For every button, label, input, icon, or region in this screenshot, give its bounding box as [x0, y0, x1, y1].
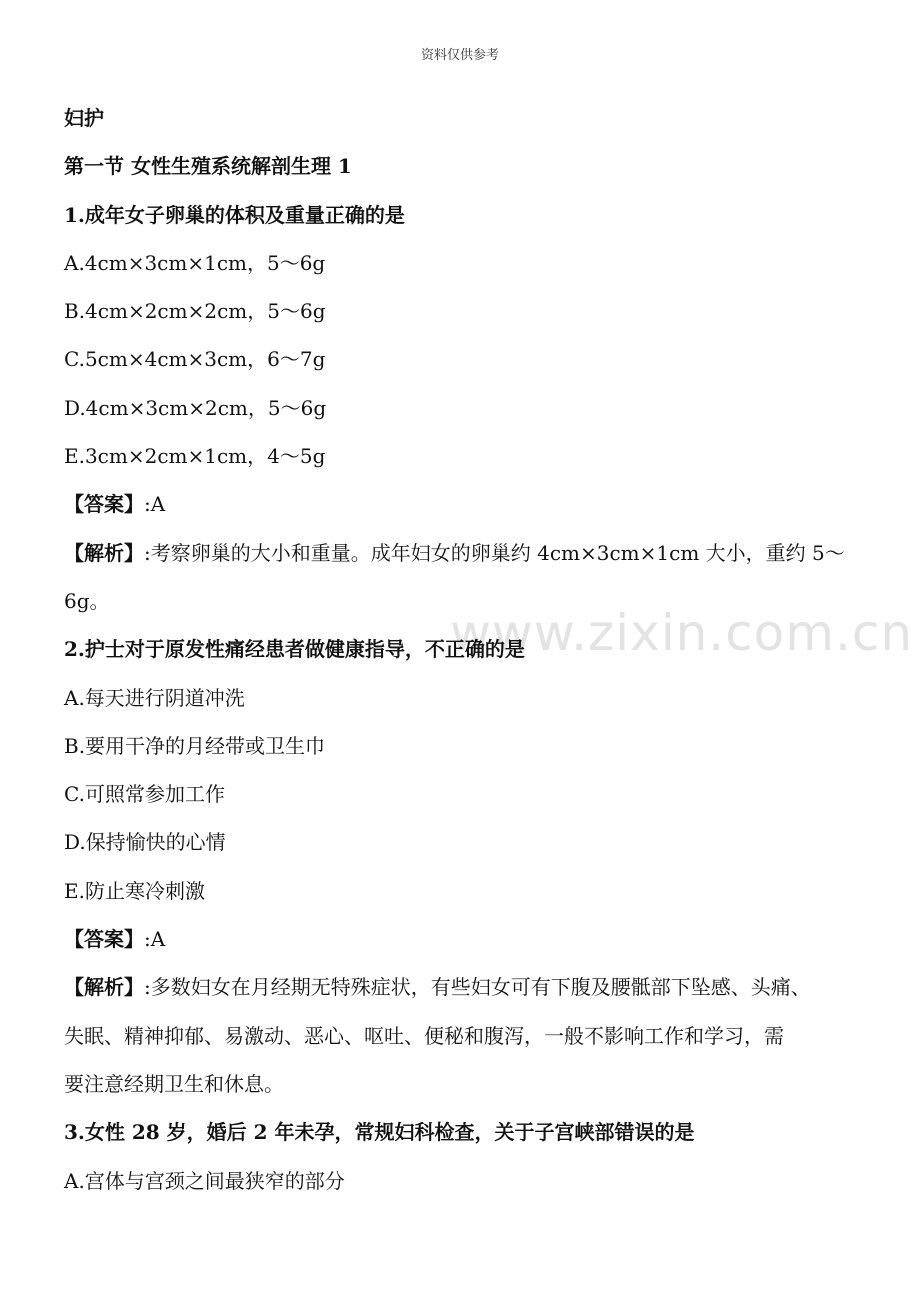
- q2-answer: [64, 915, 864, 963]
- q1-option-e: E.3cm×2cm×1cm，4～5g: [64, 444, 326, 469]
- q1-option-b: B.4cm×2cm×2cm，5～6g: [64, 299, 326, 324]
- analysis-text: :多数妇女在月经期无特殊症状，有些妇女可有下腹及腰骶部下坠感、头痛、: [144, 975, 811, 1000]
- answer-value: :A: [144, 927, 166, 952]
- page-header: 资料仅供参考: [420, 48, 499, 63]
- q2-option-c: C.可照常参加工作: [64, 782, 225, 807]
- q1-option-c: C.5cm×4cm×3cm，6～7g: [64, 347, 326, 372]
- document-body: [64, 94, 864, 1205]
- q2-option-b: B.要用干净的月经带或卫生巾: [64, 733, 326, 758]
- answer-tag: 【答案】: [64, 927, 144, 952]
- q2-analysis: [64, 963, 864, 1011]
- q1-option-a: A.4cm×3cm×1cm，5～6g: [64, 250, 326, 275]
- answer-tag: 【答案】: [64, 492, 144, 517]
- analysis-tag: 【解析】: [64, 975, 144, 1000]
- q2-analysis-cont: 失眠、精神抑郁、易激动、恶心、呕吐、便秘和腹泻，一般不影响工作和学习，需: [64, 1023, 784, 1048]
- q2-option-d: D.保持愉快的心情: [64, 830, 226, 855]
- analysis-text: :考察卵巢的大小和重量。成年妇女的卵巢约 4cm×3cm×1cm 大小，重约 5～: [144, 540, 845, 565]
- q1-stem: 1.成年女子卵巢的体积及重量正确的是: [64, 202, 405, 227]
- q1-analysis: [64, 529, 864, 577]
- q2-analysis-cont: 要注意经期卫生和休息。: [64, 1071, 284, 1096]
- q1-analysis-cont: 6g。: [64, 588, 110, 613]
- watermark: www.zixin.com.cn: [450, 604, 914, 662]
- q3-option-a: A.宫体与宫颈之间最狭窄的部分: [64, 1168, 345, 1193]
- section-heading: 第一节 女性生殖系统解剖生理 1: [64, 154, 352, 179]
- doc-title: 妇护: [64, 106, 104, 130]
- analysis-tag: 【解析】: [64, 540, 144, 565]
- q2-stem: 2.护士对于原发性痛经患者做健康指导，不正确的是: [64, 637, 525, 662]
- answer-value: :A: [144, 492, 166, 517]
- q2-option-a: A.每天进行阴道冲洗: [64, 685, 245, 710]
- q2-option-e: E.防止寒冷刺激: [64, 878, 205, 903]
- q3-stem: 3.女性 28 岁，婚后 2 年未孕，常规妇科检查，关于子宫峡部错误的是: [64, 1120, 695, 1145]
- q1-answer: [64, 480, 864, 528]
- q1-option-d: D.4cm×3cm×2cm，5～6g: [64, 395, 327, 420]
